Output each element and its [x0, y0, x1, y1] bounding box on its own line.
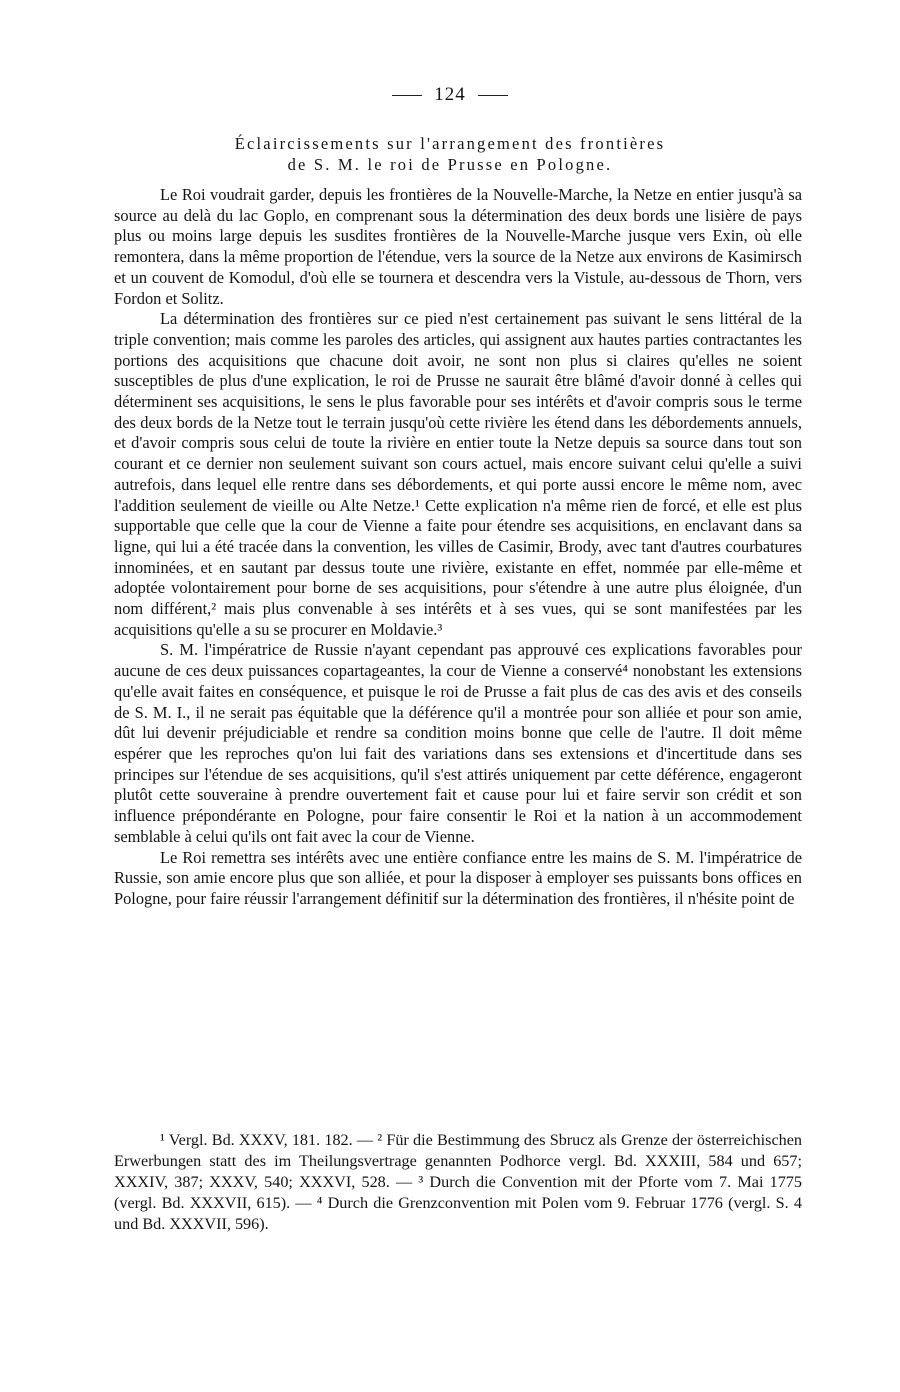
paragraph-3: S. M. l'impératrice de Russie n'ayant cependant pas approuvé ces explications favorables pour aucune de ces deux puissances copartageantes, la cour de Vienne a conservé⁴ nonobstant les extensions qu'elle avait faites en conséquence, et puisque le roi de Prusse a fait plus de cas des avis et des conseils de S. M. I., il ne serait pas équitable que la déférence qu'il a montrée pour son alliée et pour son amie, dût lui devenir préjudiciable et rendre sa condition moins bonne que celle de l'autre. Il doit même espérer que les reproches qu'on lui fait des variations dans ses extensions et d'incertitude dans ses principes sur l'étendue de ses acquisitions, qu'il s'est attirés uniquement par cette déférence, engageront plutôt cette souveraine à prendre ouvertement fait et cause pour lui et faire servir son crédit et son influence prépondérante en Pologne, pour faire consentir le Roi et la nation à un accommodement semblable à celui qu'ils ont fait avec la cour de Vienne. — [114, 640, 802, 846]
right-dash — [478, 95, 508, 96]
body-text — [114, 185, 802, 910]
title-line-2: de S. M. le roi de Prusse en Pologne. — [287, 155, 613, 174]
page-number-line — [0, 84, 900, 106]
left-dash — [392, 95, 422, 96]
paragraph-1: Le Roi voudrait garder, depuis les frontières de la Nouvelle-Marche, la Netze en entier jusqu'à sa source au delà du lac Goplo, en comprenant sous la détermination des deux bords une lisière de pays plus ou moins large depuis les susdites frontières de la Nouvelle-Marche jusque vers Exin, où elle remontera, dans la même proportion de l'étendue, vers la source de la Netze aux environs de Kasimirsch et un couvent de Komodul, d'où elle se tournera et descendra vers la Vistule, au-dessous de Thorn, vers Fordon et Solitz. — [114, 185, 802, 308]
footnotes-text: ¹ Vergl. Bd. XXXV, 181. 182. — ² Für die Bestimmung des Sbrucz als Grenze der österreichischen Erwerbungen statt des im Theilungsvertrage genannten Podhorce vergl. Bd. XXXIII, 584 und 657; XXXIV, 387; XXXV, 540; XXXVI, 528. — ³ Durch die Convention mit der Pforte vom 7. Mai 1775 (vergl. Bd. XXXVII, 615). — ⁴ Durch die Grenzconvention mit Polen vom 9. Februar 1776 (vergl. S. 4 und Bd. XXXVII, 596). — [114, 1131, 802, 1233]
section-title — [0, 133, 900, 175]
paragraph-2: La détermination des frontières sur ce pied n'est certainement pas suivant le sens littéral de la triple convention; mais comme les paroles des articles, qui assignent aux hautes parties contractantes les portions des acquisitions que chacune doit avoir, ne sont non plus si claires qu'elles ne soient susceptibles de plus d'une explication, le roi de Prusse ne saurait être blâmé d'avoir donné à celles qui déterminent ses acquisitions, le sens le plus favorable pour ses intérêts et d'avoir compris sous le terme des deux bords de la Netze tout le terrain jusqu'où cette rivière les étend dans les débordements annuels, et d'avoir compris sous celui de toute la rivière en entier toute la Netze depuis sa source dans tout son courant et ce dernier non seulement suivant son cours actuel, mais encore suivant celui qu'elle a suivi autrefois, dans lequel elle rentre dans ses débordements, et qui porte aussi encore le même nom, avec l'addition seulement de vieille ou Alte Netze.¹ Cette explication n'a même rien de forcé, et elle est plus supportable que celle que la cour de Vienne a faite pour étendre ses acquisitions, en enclavant dans sa ligne, qui lui a été tracée dans la convention, les villes de Casimir, Brody, avec tant d'autres courbatures innominées, et en sautant par dessus toute une rivière, existante en effet, nommée par elle-même et adoptée volontairement pour borne de ses acquisitions, pour s'étendre à une autre plus éloignée, d'un nom différent,² mais plus convenable à ses intérêts et à ses vues, qui se sont manifestées par les acquisitions qu'elle a su se procurer en Moldavie.³ — [114, 309, 802, 639]
paragraph-4: Le Roi remettra ses intérêts avec une entière confiance entre les mains de S. M. l'impératrice de Russie, son amie encore plus que son alliée, et pour la disposer à employer ses puissants bons offices en Pologne, pour faire réussir l'arrangement définitif sur la détermination des frontières, il n'hésite point de — [114, 847, 802, 908]
title-line-1: Éclaircissements sur l'arrangement des frontières — [234, 134, 666, 153]
footnotes — [114, 1130, 802, 1235]
page-number: 124 — [434, 84, 466, 105]
